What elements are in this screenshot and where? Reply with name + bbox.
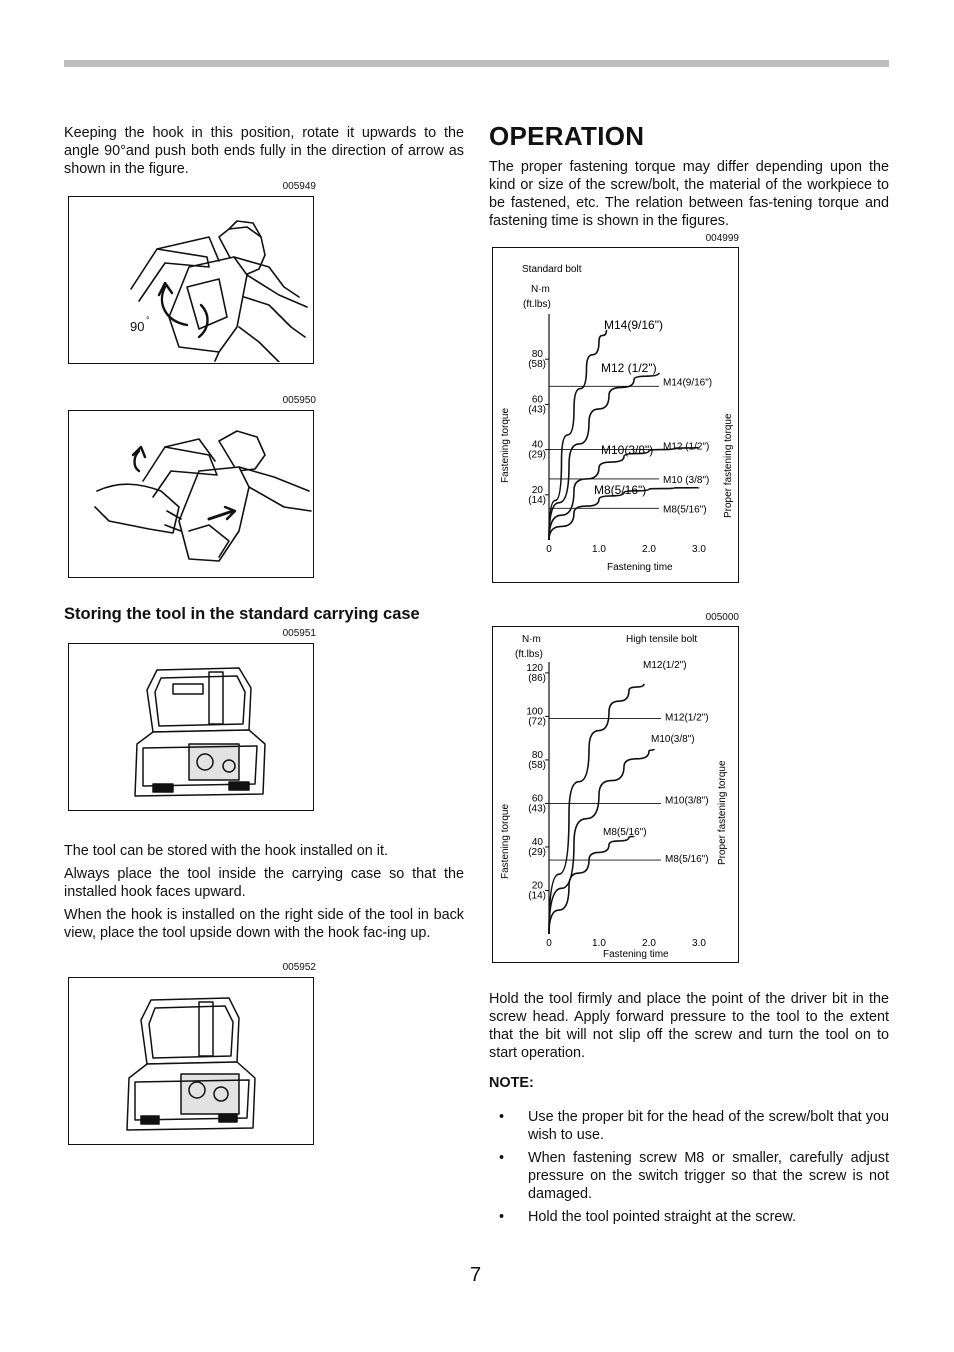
x-tick-label: 2.0: [642, 544, 656, 555]
y-tick-label-ftlbs: (14): [528, 494, 546, 506]
proper-torque-label-m10-3-8: M10 (3/8"): [663, 474, 710, 486]
chart-high-tensile-bolt: [492, 626, 739, 963]
x-tick-label: 3.0: [692, 544, 706, 555]
note-text: When fastening screw M8 or smaller, carefully adjust pressure on the switch trigger so that the screw is not damaged.: [528, 1150, 889, 1202]
x-axis-label: Fastening time: [607, 562, 673, 573]
curve-label-m12-1-2: M12 (1/2"): [601, 361, 657, 375]
curve-m12-1-2: [549, 684, 644, 934]
figure-case-upside-down: [68, 977, 314, 1145]
unit-label-alt: (ft.lbs): [523, 299, 551, 310]
figure-code: 005949: [282, 181, 316, 192]
x-tick-label: 3.0: [692, 938, 706, 949]
figure-code: 005950: [282, 395, 316, 406]
chart-code: 004999: [705, 233, 739, 244]
carrying-case-illustration: [69, 644, 312, 809]
y-tick-label-ftlbs: (14): [528, 890, 546, 902]
storing-paragraph: Always place the tool inside the carrying case so that the installed hook faces upward.: [64, 866, 464, 900]
note-text: Use the proper bit for the head of the screw/bolt that you wish to use.: [528, 1109, 889, 1143]
chart-high-tensile-bolt-svg: [493, 627, 737, 961]
curve-label-m12-1-2: M12(1/2"): [643, 660, 687, 671]
y-tick-label-ftlbs: (29): [528, 449, 546, 461]
proper-torque-label-m14-9-16: M14(9/16"): [663, 377, 713, 389]
right-axis-label: Proper fastening torque: [717, 760, 728, 865]
curve-label-m10-3-8: M10(3/8"): [601, 443, 654, 457]
y-tick-label: 80: [531, 349, 543, 361]
y-tick-label: 40: [531, 439, 543, 451]
x-tick-label: 2.0: [642, 938, 656, 949]
figure-case-open: [68, 643, 314, 811]
y-axis-label: Fastening torque: [500, 407, 511, 483]
y-tick-label-ftlbs: (43): [528, 803, 546, 815]
note-item: [489, 1208, 889, 1226]
storing-paragraph: The tool can be stored with the hook installed on it.: [64, 843, 388, 859]
y-tick-label-ftlbs: (43): [528, 404, 546, 416]
curve-label-m10-3-8: M10(3/8"): [651, 734, 695, 745]
angle-label: 90: [130, 319, 145, 334]
hook-push-illustration: [69, 411, 312, 576]
y-tick-label-ftlbs: (58): [528, 359, 546, 371]
proper-torque-label-m12-1-2: M12 (1/2"): [663, 441, 710, 453]
y-tick-label-ftlbs: (72): [528, 716, 546, 728]
y-axis-label: Fastening torque: [500, 803, 511, 879]
x-axis-label: Fastening time: [603, 949, 669, 960]
hook-rotate-illustration: [69, 197, 312, 362]
unit-label-alt: (ft.lbs): [515, 649, 543, 660]
storing-paragraph: When the hook is installed on the right side of the tool in back view, place the tool upside down with the hook fac-ing up.: [64, 907, 464, 941]
page-number: 7: [470, 1264, 482, 1286]
bullet-mark: •: [499, 1109, 505, 1125]
x-tick-label: 1.0: [592, 938, 606, 949]
bullet-mark: •: [499, 1209, 505, 1225]
note-item: [489, 1149, 889, 1203]
right-axis-label: Proper fastening torque: [723, 413, 734, 518]
figure-hook-push: [68, 410, 314, 578]
operation-paragraph: Hold the tool firmly and place the point of the driver bit in the screw head. Apply forward pressure to the tool to the extent that the bit will not slip off the screw and turn the tool on to start operation.: [489, 991, 889, 1061]
proper-torque-label-m12-1-2: M12(1/2"): [665, 712, 709, 724]
degree-mark: °: [146, 315, 150, 325]
proper-torque-label-m10-3-8: M10(3/8"): [665, 795, 709, 807]
x-tick-label: 0: [546, 544, 552, 555]
unit-label: N·m: [531, 284, 550, 295]
proper-torque-label-m8-5-16: M8(5/16"): [663, 504, 707, 516]
curve-m8-5-16: [549, 836, 634, 934]
proper-torque-label-m8-5-16: M8(5/16"): [665, 854, 709, 866]
chart-title: Standard bolt: [522, 264, 582, 275]
bullet-mark: •: [499, 1150, 505, 1166]
storing-heading: Storing the tool in the standard carrying case: [64, 605, 420, 623]
y-tick-label: 120: [526, 662, 543, 674]
chart-title: High tensile bolt: [626, 634, 698, 645]
curve-label-m8-5-16: M8(5/16"): [603, 827, 647, 838]
note-item: [489, 1108, 889, 1144]
notes-list: [489, 1108, 889, 1231]
chart-standard-bolt-svg: [493, 248, 737, 581]
figure-hook-rotate: [68, 196, 314, 364]
operation-heading: OPERATION: [489, 121, 645, 151]
carrying-case-upside-down-illustration: [69, 978, 312, 1143]
intro-paragraph: Keeping the hook in this position, rotate it upwards to the angle 90°and push both ends fully in the direction of arrow as shown in the figure.: [64, 125, 464, 177]
y-tick-label-ftlbs: (86): [528, 672, 546, 684]
unit-label: N·m: [522, 634, 541, 645]
note-text: Hold the tool pointed straight at the screw.: [528, 1209, 796, 1225]
y-tick-label: 20: [531, 880, 543, 892]
curve-label-m8-5-16: M8(5/16"): [594, 483, 647, 497]
chart-standard-bolt: [492, 247, 739, 583]
y-tick-label: 40: [531, 836, 543, 848]
chart-code: 005000: [705, 612, 739, 623]
curve-label-m14-9-16: M14(9/16"): [604, 318, 663, 332]
y-tick-label: 80: [531, 749, 543, 761]
y-tick-label: 60: [531, 793, 543, 805]
y-tick-label: 60: [531, 394, 543, 406]
x-tick-label: 1.0: [592, 544, 606, 555]
figure-code: 005951: [282, 628, 316, 639]
y-tick-label: 20: [531, 484, 543, 496]
figure-code: 005952: [282, 962, 316, 973]
x-tick-label: 0: [546, 938, 552, 949]
y-tick-label-ftlbs: (29): [528, 846, 546, 858]
y-tick-label: 100: [526, 706, 543, 718]
operation-intro: The proper fastening torque may differ depending upon the kind or size of the screw/bolt, the material of the workpiece to be fastened, etc. The relation between fas-tening torque and fastening time is shown in the figures.: [489, 159, 889, 229]
header-rule: [64, 60, 889, 67]
note-label: NOTE:: [489, 1075, 534, 1091]
y-tick-label-ftlbs: (58): [528, 759, 546, 771]
